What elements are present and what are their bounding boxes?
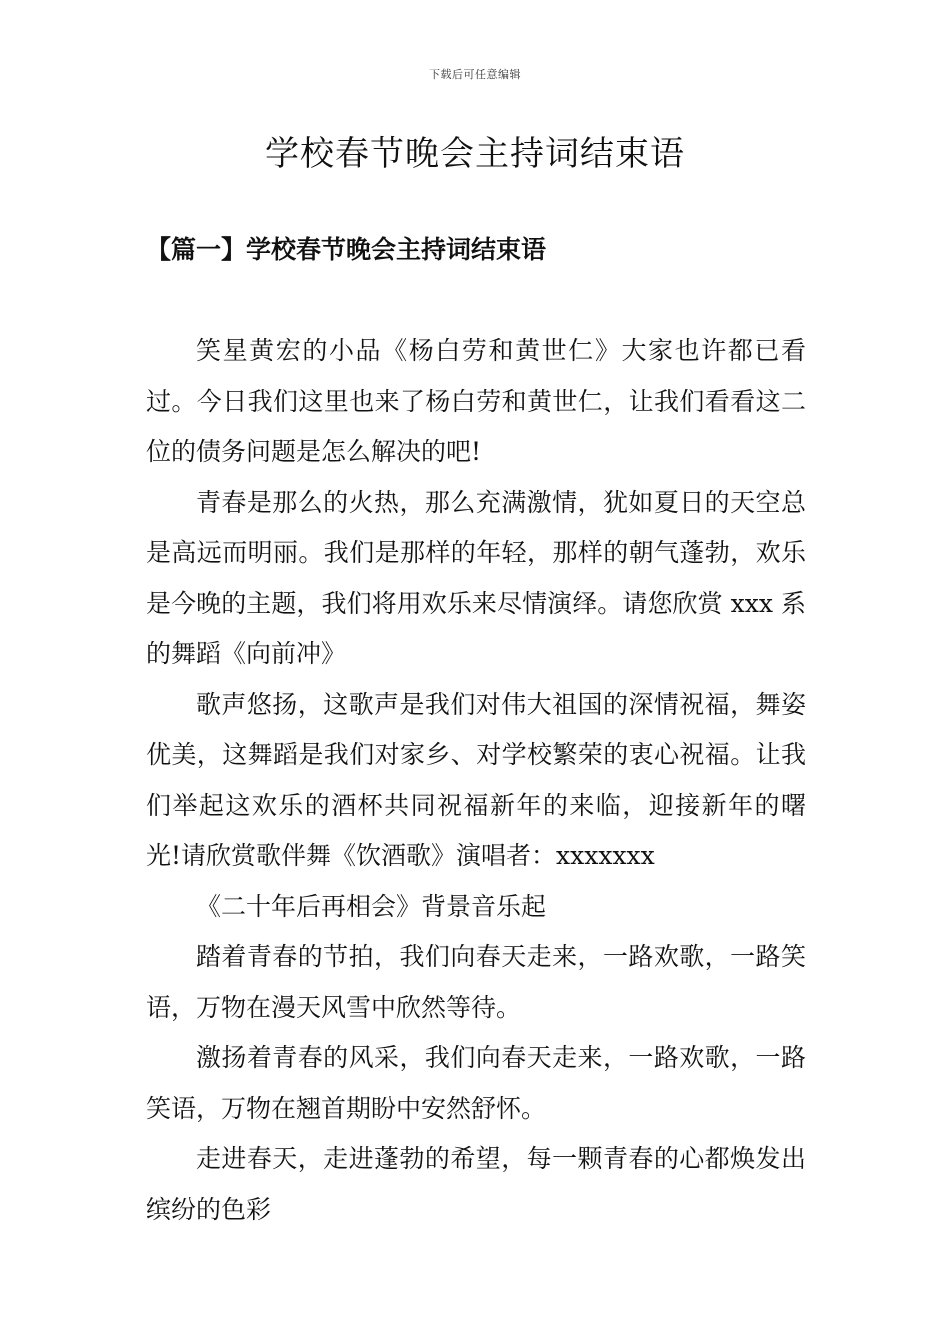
paragraph: 《二十年后再相会》背景音乐起	[196, 891, 547, 921]
paragraph: 走进春天，走进蓬勃的希望，每一颗青春的心都焕发出缤纷的色彩	[146, 1144, 806, 1224]
paragraph: 笑星黄宏的小品《杨白劳和黄世仁》大家也许都已看过。今日我们这里也来了杨白劳和黄世仁，让我们看看这二位的债务问题是怎么解决的吧!	[146, 336, 806, 466]
paragraph: 歌声悠扬，这歌声是我们对伟大祖国的深情祝福，舞姿优美，这舞蹈是我们对家乡、对学校繁荣的衷心祝福。让我们举起这欢乐的酒杯共同祝福新年的来临，迎接新年的曙光!请欣赏歌伴舞《饮酒歌》演唱者：xxxxxxx	[146, 689, 806, 870]
paragraph: 激扬着青春的风采，我们向春天走来，一路欢歌，一路笑语，万物在翘首期盼中安然舒怀。	[146, 1043, 806, 1123]
header-note: 下载后可任意编辑	[429, 68, 521, 81]
document-title: 学校春节晚会主持词结束语	[265, 134, 685, 174]
paragraph: 踏着青春的节拍，我们向春天走来，一路欢歌，一路笑语，万物在漫天风雪中欣然等待。	[146, 942, 806, 1022]
document-body	[146, 326, 806, 1235]
section-heading: 【篇一】学校春节晚会主持词结束语	[146, 235, 547, 264]
paragraph: 青春是那么的火热，那么充满激情，犹如夏日的天空总是高远而明丽。我们是那样的年轻，那样的朝气蓬勃，欢乐是今晚的主题，我们将用欢乐来尽情演绎。请您欣赏 xxx 系的舞蹈《向前冲》	[146, 487, 806, 668]
